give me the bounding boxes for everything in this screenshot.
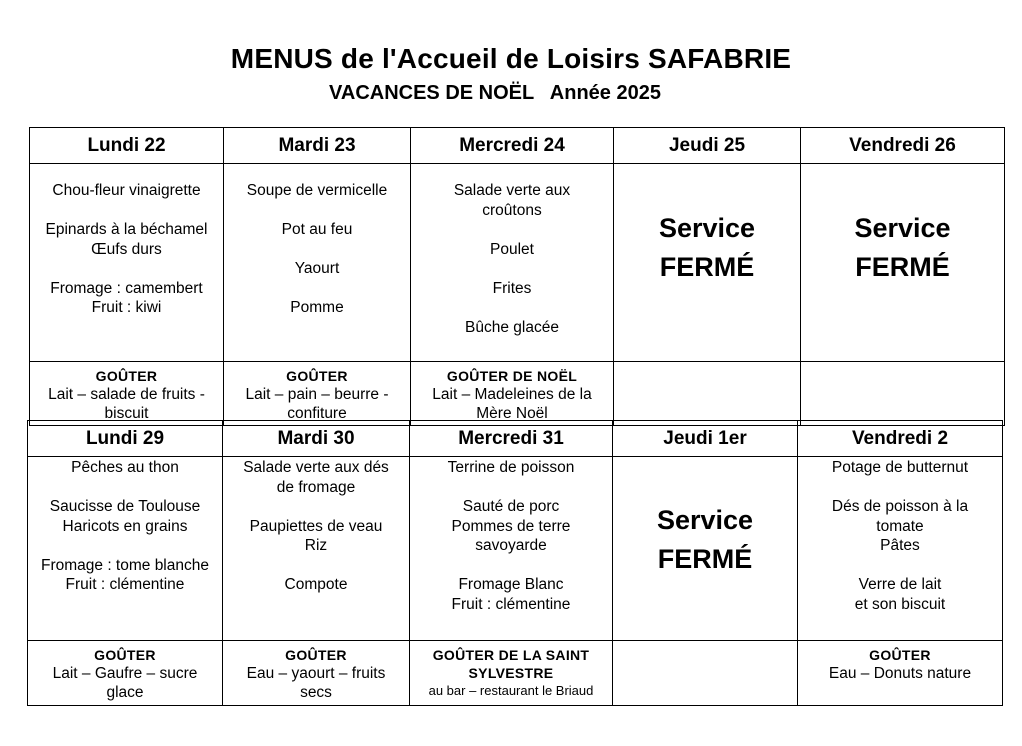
day-header: Mardi 23 bbox=[224, 128, 411, 164]
menu-item: Riz bbox=[304, 537, 328, 554]
course-group bbox=[411, 318, 613, 338]
menu-item: et son biscuit bbox=[854, 595, 946, 613]
snack-item: Lait – Madeleines de la bbox=[432, 386, 592, 403]
course-spacer bbox=[411, 298, 613, 318]
course-group bbox=[224, 181, 410, 201]
course-spacer bbox=[410, 478, 612, 498]
menu-item: Pêches au thon bbox=[71, 459, 179, 476]
course-spacer bbox=[223, 497, 409, 517]
menu-item: Poulet bbox=[490, 240, 534, 258]
menu-item: Fromage Blanc bbox=[458, 576, 564, 593]
course-spacer bbox=[28, 536, 222, 556]
course-spacer bbox=[798, 556, 1002, 576]
snack-cell bbox=[28, 641, 223, 706]
snack-row bbox=[28, 641, 1003, 706]
menu-cell bbox=[410, 457, 613, 641]
snack-item: Lait – Gaufre – sucre bbox=[52, 665, 198, 682]
menu-item: Saucisse de Toulouse bbox=[49, 498, 201, 515]
day-header: Jeudi 25 bbox=[614, 128, 801, 164]
snack-cell bbox=[30, 362, 224, 426]
course-group bbox=[224, 259, 410, 279]
course-group bbox=[411, 181, 613, 220]
snack-item: glace bbox=[106, 684, 144, 701]
course-group bbox=[223, 575, 409, 595]
menu-item: croûtons bbox=[482, 201, 542, 219]
menu-item: Epinards à la béchamel bbox=[45, 221, 208, 238]
menu-item: Chou-fleur vinaigrette bbox=[52, 182, 201, 199]
menu-item: Fruit : clémentine bbox=[451, 595, 571, 613]
snack-title: GOÛTER bbox=[869, 647, 931, 663]
snack-cell bbox=[614, 362, 801, 426]
course-group bbox=[798, 458, 1002, 478]
course-group bbox=[798, 575, 1002, 614]
snack-item: confiture bbox=[287, 405, 347, 422]
menu-item: Paupiettes de veau bbox=[249, 517, 383, 535]
course-spacer bbox=[223, 556, 409, 576]
day-header-row bbox=[28, 421, 1003, 457]
closed-line: Service bbox=[658, 213, 756, 243]
service-closed-label bbox=[801, 164, 1004, 287]
menu-item: Compote bbox=[284, 576, 348, 593]
course-spacer bbox=[411, 220, 613, 240]
snack-item: Lait – pain – beurre - bbox=[245, 386, 389, 403]
snack-title: GOÛTER bbox=[94, 647, 156, 663]
closed-line: FERMÉ bbox=[855, 252, 950, 282]
menu-item: Salade verte aux dés bbox=[243, 459, 389, 476]
menu-item: Frites bbox=[492, 279, 532, 297]
day-header: Mardi 30 bbox=[223, 421, 410, 457]
course-group bbox=[223, 458, 409, 497]
closed-line: FERMÉ bbox=[659, 252, 755, 282]
menu-item: Potage de butternut bbox=[831, 459, 969, 476]
menu-item: Terrine de poisson bbox=[447, 459, 575, 476]
snack-item: secs bbox=[300, 684, 332, 701]
menu-item: de fromage bbox=[276, 478, 356, 496]
course-group bbox=[30, 220, 223, 259]
course-group bbox=[28, 556, 222, 595]
day-header: Vendredi 26 bbox=[801, 128, 1005, 164]
course-group bbox=[28, 497, 222, 536]
course-spacer bbox=[798, 478, 1002, 498]
menu-item: Pommes de terre bbox=[451, 517, 571, 535]
snack-item: biscuit bbox=[104, 405, 149, 422]
snack-location-note: au bar – restaurant le Briaud bbox=[428, 683, 594, 698]
menu-cell bbox=[411, 164, 614, 362]
course-spacer bbox=[30, 259, 223, 279]
closed-line: FERMÉ bbox=[657, 544, 753, 574]
snack-cell bbox=[410, 641, 613, 706]
service-closed-cell bbox=[613, 457, 798, 641]
snack-item: Eau – Donuts nature bbox=[828, 665, 972, 682]
course-group bbox=[411, 240, 613, 260]
day-header-row bbox=[30, 128, 1005, 164]
menu-item: Yaourt bbox=[294, 260, 340, 277]
closed-line: Service bbox=[656, 505, 754, 535]
course-group bbox=[224, 220, 410, 240]
menu-cell bbox=[224, 164, 411, 362]
service-closed-label bbox=[614, 164, 800, 287]
day-header: Mercredi 31 bbox=[410, 421, 613, 457]
course-group bbox=[410, 458, 612, 478]
menu-row bbox=[28, 457, 1003, 641]
menu-item: Œufs durs bbox=[91, 240, 162, 258]
document-subtitle: VACANCES DE NOËL Année 2025 bbox=[329, 82, 661, 104]
menu-cell bbox=[30, 164, 224, 362]
course-group bbox=[798, 497, 1002, 556]
course-spacer bbox=[411, 259, 613, 279]
snack-row bbox=[30, 362, 1005, 426]
snack-cell bbox=[801, 362, 1005, 426]
snack-cell bbox=[798, 641, 1003, 706]
menu-item: Fruit : clémentine bbox=[65, 576, 185, 593]
service-closed-cell bbox=[614, 164, 801, 362]
snack-cell bbox=[613, 641, 798, 706]
menu-cell bbox=[798, 457, 1003, 641]
course-group bbox=[30, 181, 223, 201]
course-group bbox=[30, 279, 223, 318]
course-group bbox=[223, 517, 409, 556]
menu-item: Pot au feu bbox=[281, 221, 353, 238]
day-header: Jeudi 1er bbox=[613, 421, 798, 457]
day-header: Vendredi 2 bbox=[798, 421, 1003, 457]
menu-item: savoyarde bbox=[475, 537, 547, 554]
snack-title: GOÛTER bbox=[285, 647, 347, 663]
week-table-1 bbox=[29, 127, 1005, 426]
snack-cell bbox=[223, 641, 410, 706]
course-group bbox=[410, 497, 612, 556]
menu-item: Dés de poisson à la bbox=[831, 498, 969, 515]
course-spacer bbox=[224, 279, 410, 299]
snack-item: Eau – yaourt – fruits bbox=[246, 665, 386, 682]
menu-item: tomate bbox=[876, 517, 924, 535]
snack-cell bbox=[411, 362, 614, 426]
menu-item: Fromage : tome blanche bbox=[40, 556, 209, 574]
course-group bbox=[411, 279, 613, 299]
day-header: Lundi 22 bbox=[30, 128, 224, 164]
menu-item: Salade verte aux bbox=[453, 182, 571, 199]
closed-line: Service bbox=[854, 213, 951, 243]
course-spacer bbox=[224, 201, 410, 221]
week-table-2 bbox=[27, 420, 1003, 706]
snack-cell bbox=[224, 362, 411, 426]
menu-cell bbox=[28, 457, 223, 641]
service-closed-label bbox=[613, 457, 797, 579]
menu-row bbox=[30, 164, 1005, 362]
menu-item: Fromage : camembert bbox=[50, 279, 203, 297]
course-spacer bbox=[28, 478, 222, 498]
course-spacer bbox=[30, 201, 223, 221]
snack-item: Lait – salade de fruits - bbox=[48, 386, 205, 403]
course-group bbox=[28, 458, 222, 478]
snack-title: GOÛTER DE LA SAINT SYLVESTRE bbox=[432, 647, 590, 681]
snack-title: GOÛTER DE NOËL bbox=[446, 368, 578, 384]
snack-title: GOÛTER bbox=[286, 368, 348, 384]
course-spacer bbox=[224, 240, 410, 260]
service-closed-cell bbox=[801, 164, 1005, 362]
snack-title: GOÛTER bbox=[95, 368, 158, 384]
menu-cell bbox=[223, 457, 410, 641]
course-group bbox=[224, 298, 410, 318]
menu-item: Fruit : kiwi bbox=[91, 299, 162, 316]
snack-item: Mère Noël bbox=[476, 405, 548, 422]
document-title: MENUS de l'Accueil de Loisirs SAFABRIE bbox=[230, 43, 792, 74]
menu-item: Sauté de porc bbox=[462, 498, 560, 515]
course-spacer bbox=[410, 556, 612, 576]
day-header: Mercredi 24 bbox=[411, 128, 614, 164]
course-group bbox=[410, 575, 612, 614]
menu-item: Bûche glacée bbox=[465, 318, 559, 336]
menu-item: Pomme bbox=[290, 299, 344, 316]
menu-item: Pâtes bbox=[880, 537, 920, 554]
menu-item: Haricots en grains bbox=[62, 517, 188, 535]
menu-item: Soupe de vermicelle bbox=[246, 182, 388, 199]
day-header: Lundi 29 bbox=[28, 421, 223, 457]
menu-item: Verre de lait bbox=[858, 576, 942, 593]
